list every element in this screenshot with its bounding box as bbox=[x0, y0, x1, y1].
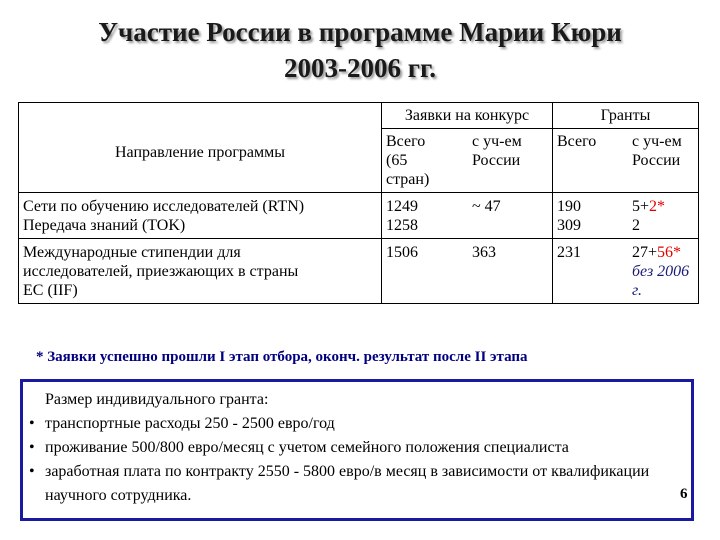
list-item: • заработная плата по контракту 2550 - 5800 евро/в месяц в зависимости от квалификации научного сотрудника. bbox=[23, 460, 683, 508]
grant-size-box bbox=[20, 379, 694, 521]
grants-russia-cell: 5+2* 2 bbox=[628, 193, 699, 239]
extra-grants-value: 2* bbox=[649, 198, 666, 215]
bullet-icon: • bbox=[29, 439, 35, 456]
grants-header: Гранты bbox=[553, 103, 699, 129]
table-row bbox=[19, 193, 699, 239]
extra-grants-value: 56* bbox=[657, 244, 682, 261]
statistics-table bbox=[18, 102, 699, 304]
grants-russia-header: с уч-ем России bbox=[628, 129, 699, 193]
list-item: • проживание 500/800 евро/месяц с учетом семейного положения специалиста bbox=[23, 436, 683, 460]
table-header-row bbox=[19, 103, 699, 129]
applications-total-header: Всего (65 стран) bbox=[382, 129, 468, 193]
grants-total-header: Всего bbox=[553, 129, 628, 193]
direction-cell: Международные стипендии для исследователей, приезжающих в страны ЕС (IIF) bbox=[19, 239, 382, 304]
list-item: • транспортные расходы 250 - 2500 евро/год bbox=[23, 412, 683, 436]
applications-header: Заявки на конкурс bbox=[382, 103, 553, 129]
grant-size-heading: Размер индивидуального гранта: bbox=[45, 391, 269, 408]
period-note-suffix: г. bbox=[632, 282, 643, 299]
applications-total-cell: 1506 bbox=[382, 239, 468, 304]
page-title-line-1: Участие России в программе Марии Кюри bbox=[98, 17, 622, 47]
grants-russia-cell: 27+56* без 2006 г. bbox=[628, 239, 699, 304]
direction-header: Направление программы bbox=[19, 103, 382, 193]
page-title-line-2: 2003-2006 гг. bbox=[284, 53, 436, 83]
bullet-icon: • bbox=[29, 415, 35, 432]
applications-russia-cell: ~ 47 bbox=[468, 193, 553, 239]
footnote: * Заявки успешно прошли I этап отбора, оконч. результат после II этапа bbox=[36, 349, 528, 365]
grant-size-list bbox=[23, 412, 683, 508]
applications-russia-cell: 363 bbox=[468, 239, 553, 304]
table-row bbox=[19, 239, 699, 304]
bullet-icon: • bbox=[29, 463, 35, 480]
page-title bbox=[0, 14, 720, 86]
page-number: 6 bbox=[680, 486, 688, 502]
grants-total-cell: 231 bbox=[553, 239, 628, 304]
grants-total-cell: 190 309 bbox=[553, 193, 628, 239]
period-note: без 2006 bbox=[632, 263, 690, 280]
applications-russia-header: с уч-ем России bbox=[468, 129, 553, 193]
applications-total-cell: 1249 1258 bbox=[382, 193, 468, 239]
direction-cell: Сети по обучению исследователей (RTN) Передача знаний (TOK) bbox=[19, 193, 382, 239]
